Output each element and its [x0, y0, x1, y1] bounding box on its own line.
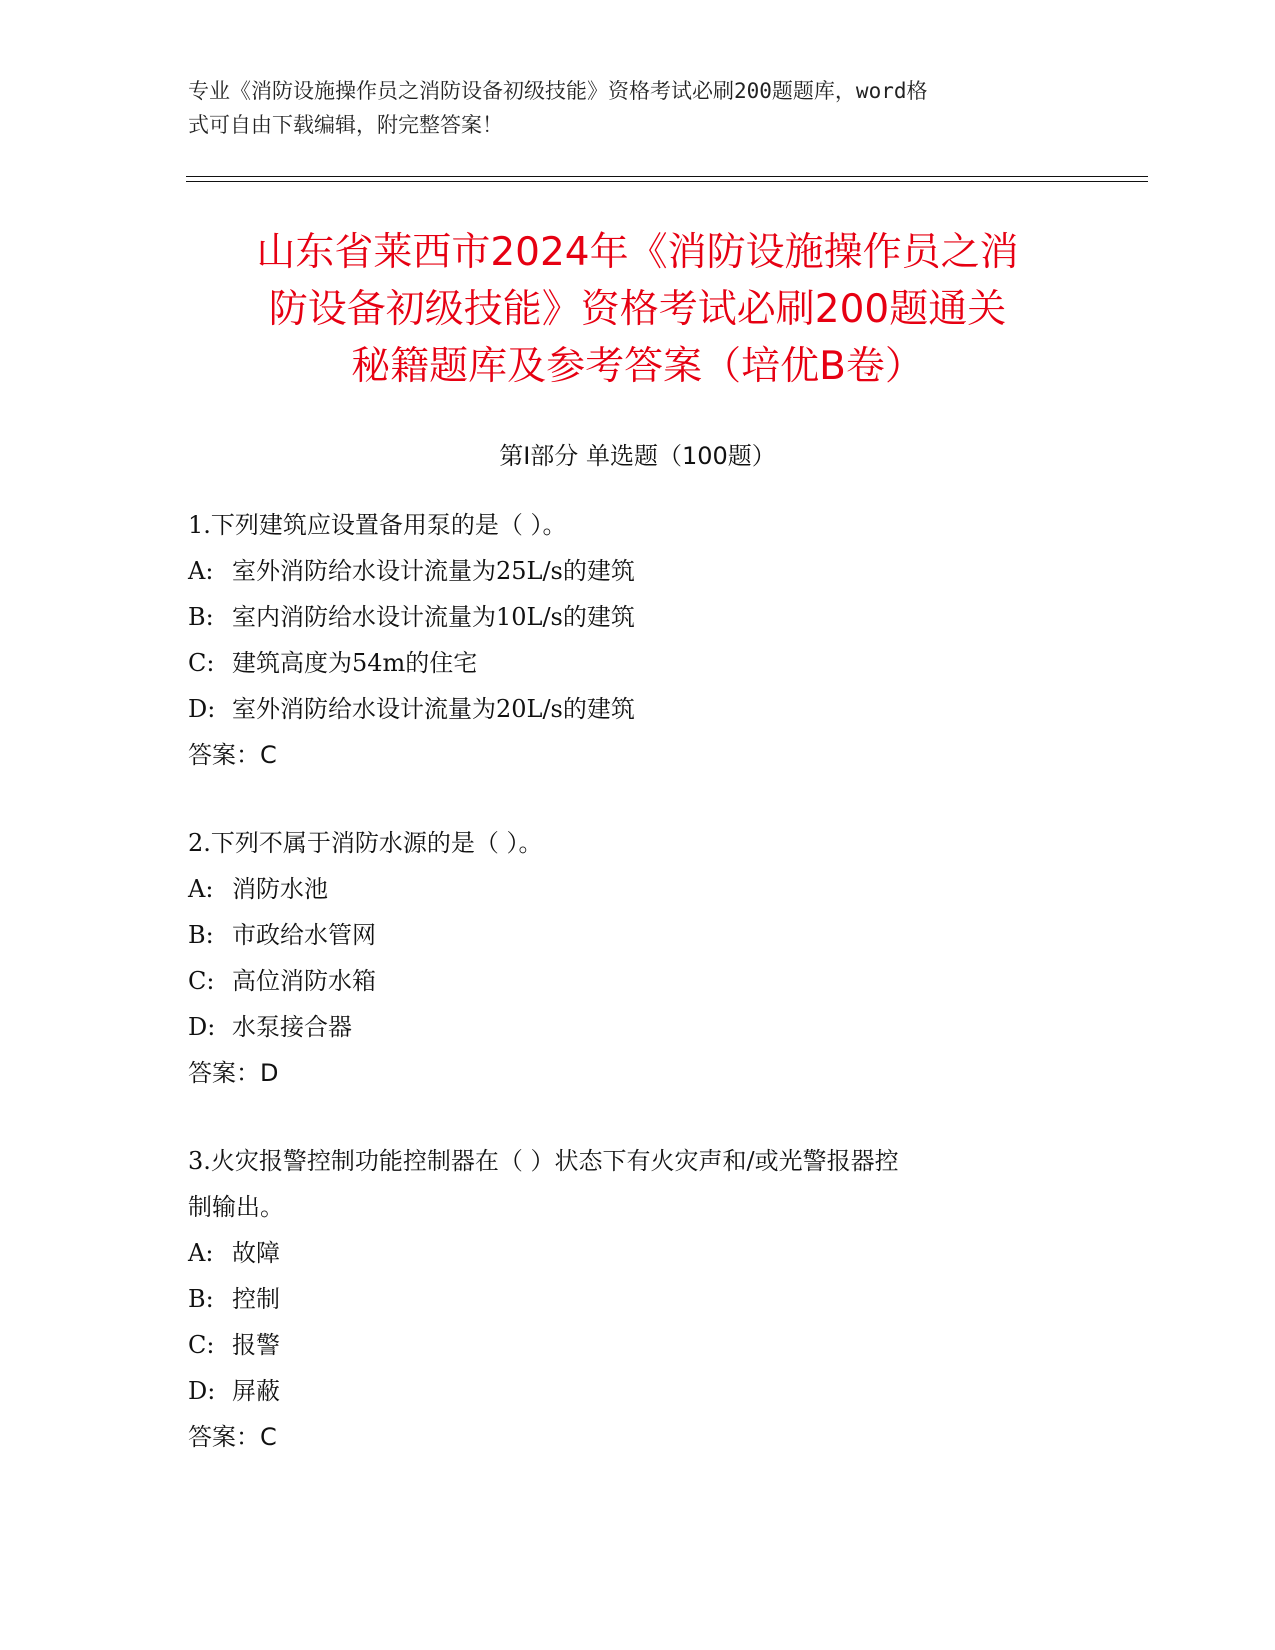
option-text: 室外消防给水设计流量为25L/s的建筑	[232, 557, 635, 585]
question-1	[188, 502, 1088, 778]
option-key: C:	[188, 967, 215, 995]
header-note-line: 式可自由下载编辑，附完整答案！	[188, 113, 503, 137]
option-d	[188, 686, 1088, 732]
option-text: 市政给水管网	[232, 921, 376, 949]
title-line: 秘籍题库及参考答案（培优B卷）	[351, 344, 924, 389]
option-key: D:	[188, 695, 216, 723]
title-line: 防设备初级技能》资格考试必刷200题通关	[268, 287, 1007, 332]
title-line: 山东省莱西市2024年《消防设施操作员之消	[256, 230, 1019, 275]
option-d	[188, 1004, 1088, 1050]
option-text: 故障	[232, 1239, 280, 1267]
option-b	[188, 912, 1088, 958]
option-c	[188, 640, 1088, 686]
question-stem-continued: 制输出。	[188, 1193, 284, 1221]
option-key: C:	[188, 1331, 215, 1359]
option-key: A:	[188, 875, 214, 903]
option-text: 室内消防给水设计流量为10L/s的建筑	[232, 603, 635, 631]
option-text: 报警	[232, 1331, 280, 1359]
option-text: 室外消防给水设计流量为20L/s的建筑	[232, 695, 635, 723]
option-b	[188, 594, 1088, 640]
option-key: B:	[188, 1285, 214, 1313]
option-c	[188, 1322, 1088, 1368]
question-stem: 1.下列建筑应设置备用泵的是（ ）。	[188, 511, 567, 539]
option-text: 控制	[232, 1285, 280, 1313]
question-3	[188, 1138, 1088, 1460]
header-divider	[186, 181, 1148, 182]
section-heading: 第Ⅰ部分 单选题（100题）	[499, 442, 776, 470]
option-text: 高位消防水箱	[232, 967, 376, 995]
option-text: 建筑高度为54m的住宅	[232, 649, 478, 677]
option-text: 水泵接合器	[232, 1013, 352, 1041]
option-key: A:	[188, 557, 214, 585]
header-note-line: 专业《消防设施操作员之消防设备初级技能》资格考试必刷200题题库，word格	[188, 79, 928, 103]
option-text: 消防水池	[232, 875, 328, 903]
header-note	[188, 74, 1068, 142]
option-key: B:	[188, 603, 214, 631]
option-key: B:	[188, 921, 214, 949]
option-b	[188, 1276, 1088, 1322]
option-text: 屏蔽	[232, 1377, 280, 1405]
option-a	[188, 866, 1088, 912]
document-title	[150, 224, 1125, 395]
question-stem: 3.火灾报警控制功能控制器在（ ）状态下有火灾声和/或光警报器控	[188, 1147, 899, 1175]
option-c	[188, 958, 1088, 1004]
answer: 答案：D	[188, 1059, 279, 1087]
answer: 答案：C	[188, 1423, 277, 1451]
answer: 答案：C	[188, 741, 277, 769]
option-key: C:	[188, 649, 215, 677]
header-divider	[186, 176, 1148, 177]
question-stem: 2.下列不属于消防水源的是（ ）。	[188, 829, 543, 857]
option-key: A:	[188, 1239, 214, 1267]
option-key: D:	[188, 1377, 216, 1405]
option-a	[188, 548, 1088, 594]
option-a	[188, 1230, 1088, 1276]
option-key: D:	[188, 1013, 216, 1041]
question-2	[188, 820, 1088, 1096]
option-d	[188, 1368, 1088, 1414]
